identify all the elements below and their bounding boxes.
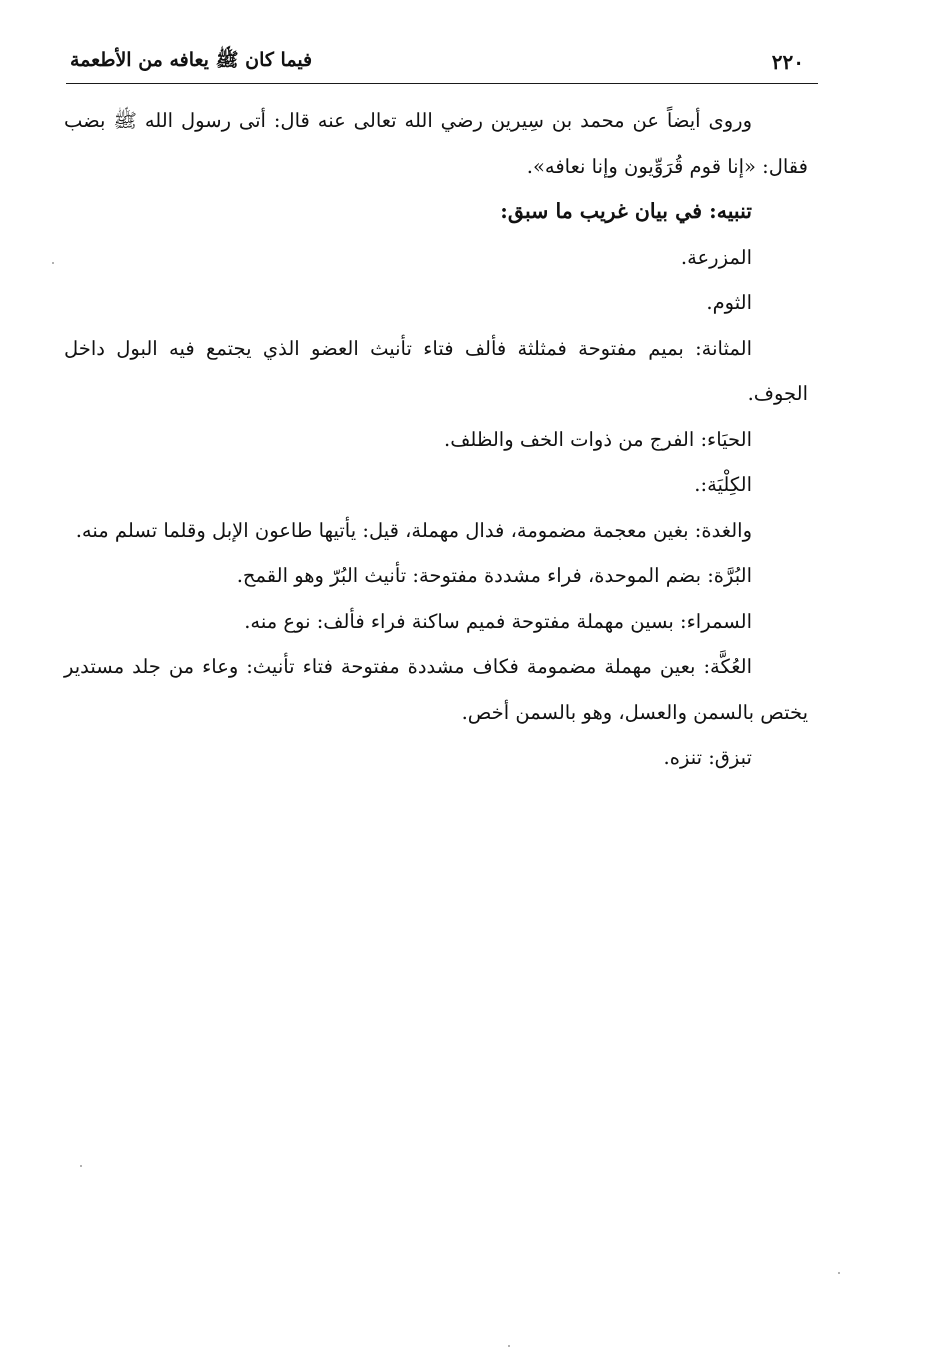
scan-speck (52, 262, 54, 264)
gloss-entry: السمراء: بسين مهملة مفتوحة فميم ساكنة فراء فألف: نوع منه. (244, 609, 752, 633)
gloss-entry: الحيَاء: الفرج من ذوات الخف والظلف. (444, 427, 752, 451)
page-number: ٢٢٠ (771, 50, 804, 74)
running-title: فيما كان ﷺ يعافه من الأطعمة (70, 49, 313, 71)
scan-speck (80, 1165, 82, 1167)
gloss-entry: العُكَّة: بعين مهملة مضمومة فكاف مشددة مفتوحة فتاء تأنيث: وعاء من جلد مستدير يختص بالسمن والعسل، وهو بالسمن أخص. (64, 655, 808, 724)
section-heading: تنبيه: في بيان غريب ما سبق: (500, 199, 752, 223)
paragraph-hadith: وروى أيضاً عن محمد بن سِيرين رضي الله تعالى عنه قال: أتى رسول الله ﷺ بضب فقال: «إنا قوم قُرَوِّيون وإنا نعافه». (64, 109, 808, 178)
gloss-entry: المثانة: بميم مفتوحة فمثلثة فألف فتاء تأنيث العضو الذي يجتمع فيه البول داخل الجوف. (64, 336, 808, 405)
gloss-entry: البُرَّة: بضم الموحدة، فراء مشددة مفتوحة: تأنيث البُرّ وهو القمح. (236, 564, 752, 587)
gloss-entry: تبزق: تنزه. (663, 746, 752, 769)
gloss-entry: والغدة: بغين معجمة مضمومة، فدال مهملة، قيل: يأتيها طاعون الإبل وقلما تسلم منه. (75, 518, 752, 542)
scan-speck (508, 1345, 510, 1347)
gloss-entry: الثوم. (706, 291, 752, 314)
scan-speck (838, 1272, 840, 1274)
header-rule (66, 83, 818, 84)
gloss-entry: الكِلْيَة:. (694, 473, 752, 496)
page-header (66, 40, 818, 80)
body-text (64, 98, 808, 781)
gloss-entry: المزرعة. (680, 245, 752, 269)
